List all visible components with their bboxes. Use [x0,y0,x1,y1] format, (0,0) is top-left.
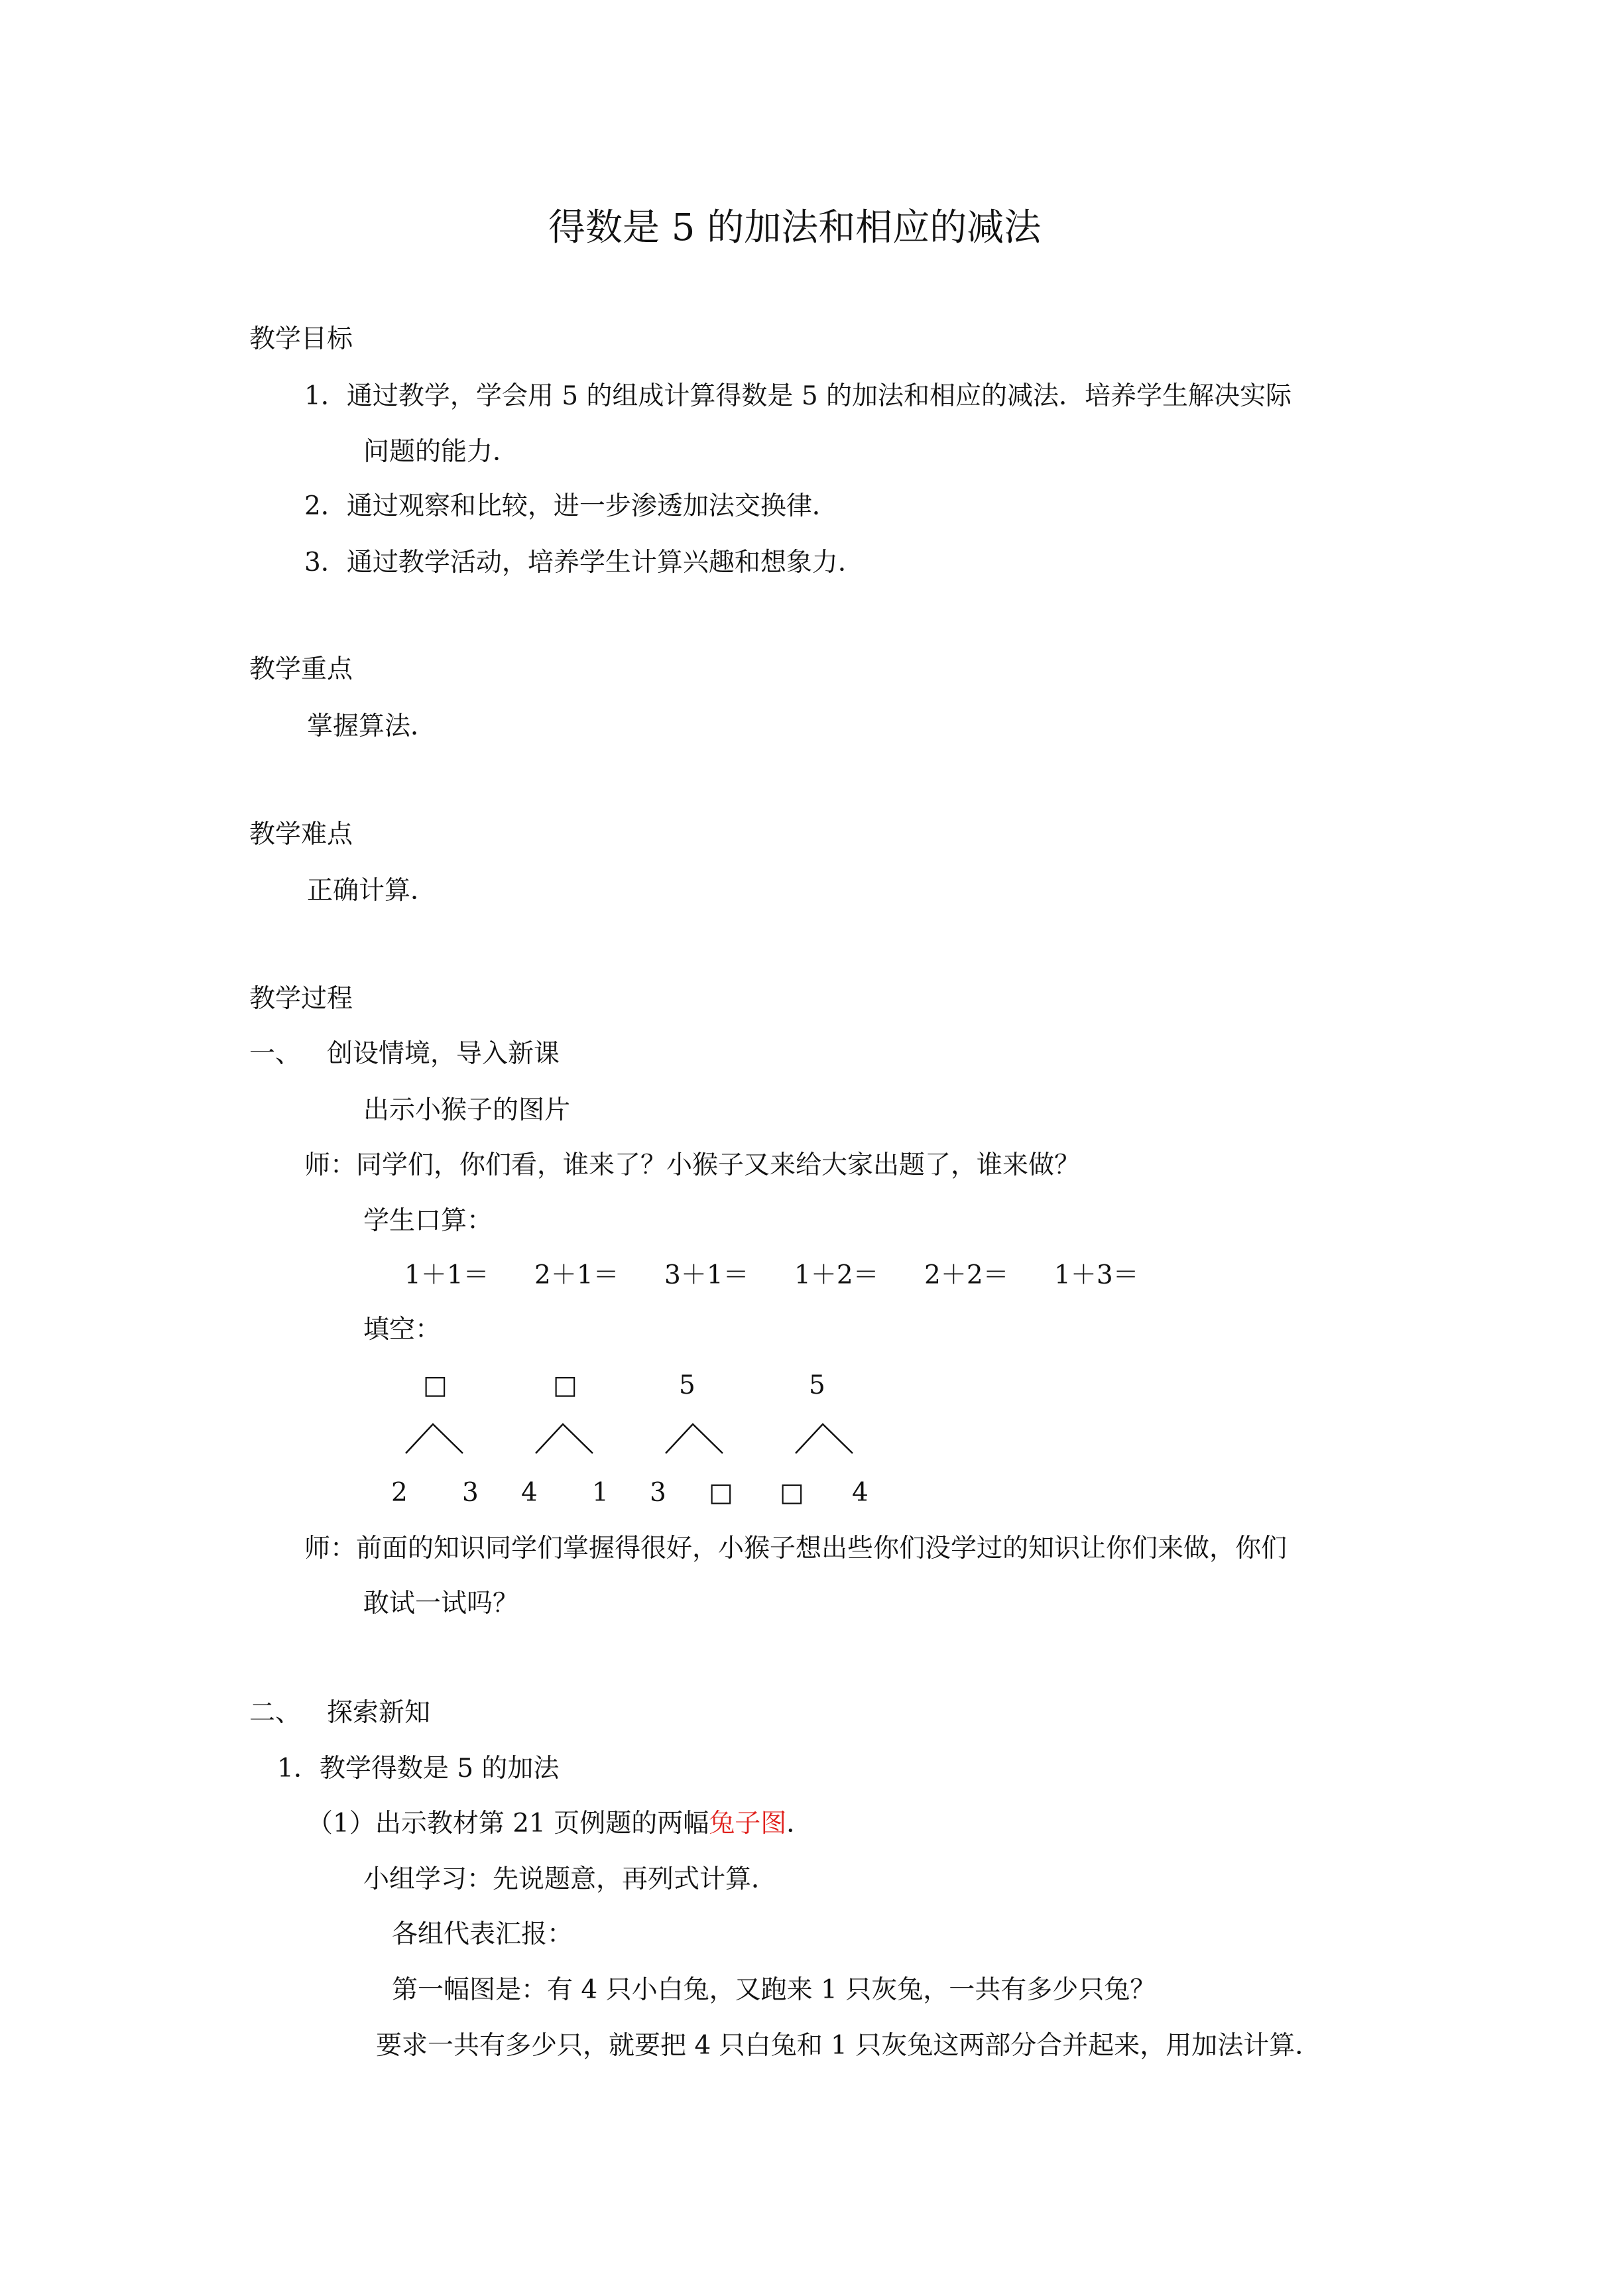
objective-1-line-1: 1．通过教学，学会用 5 的组成计算得数是 5 的加法和相应的减法．培养学生解决实际 [304,381,1292,411]
equation: 2＋2＝ [924,1260,1009,1290]
branch-lines [666,1424,723,1453]
decomposition-bottom: □ [780,1478,804,1508]
key-point-text: 掌握算法． [307,711,437,741]
objective-1-line-2: 问题的能力． [363,437,519,467]
difficulty-text: 正确计算． [307,876,437,906]
equation: 2＋1＝ [534,1260,619,1290]
objectives-heading: 教学目标 [249,324,353,354]
step-1-suffix: ． [786,1809,813,1839]
objective-3: 3．通过教学活动，培养学生计算兴趣和想象力． [304,548,864,577]
part1-title: 创设情境，导入新课 [327,1039,560,1069]
part2-title: 探索新知 [327,1698,431,1728]
decomposition-top: 5 [679,1370,695,1400]
page-title: 得数是 5 的加法和相应的减法 [548,206,1042,249]
decomposition-top: □ [423,1370,448,1400]
teacher-line-2: 师：前面的知识同学们掌握得很好，小猴子想出些你们没学过的知识让你们来做，你们 [304,1534,1288,1563]
part2-number: 二、 [249,1698,302,1728]
branch-lines [536,1424,593,1453]
decomposition-bottom: □ [709,1478,733,1508]
decomposition-bottom: 4 [521,1478,538,1508]
teacher-line-1: 师：同学们，你们看，谁来了？小猴子又来给大家出题了，谁来做？ [304,1150,1081,1180]
process-heading: 教学过程 [249,984,353,1014]
equation: 1＋1＝ [404,1260,489,1290]
decomposition-top: 5 [809,1370,825,1400]
decomposition-bottom: 3 [462,1478,479,1508]
part1-show-picture: 出示小猴子的图片 [363,1095,571,1125]
part1-number: 一、 [249,1039,302,1069]
step-1-prefix: （1）出示教材第 21 页例题的两幅 [307,1809,709,1839]
addition-explanation: 要求一共有多少只，就要把 4 只白兔和 1 只灰兔这两部分合并起来，用加法计算． [376,2031,1321,2061]
group-report: 各组代表汇报： [392,1919,573,1949]
teacher-line-2-cont: 敢试一试吗？ [363,1589,519,1618]
equation: 1＋3＝ [1054,1260,1139,1290]
difficulty-heading: 教学难点 [249,819,353,849]
decomposition-bottom: 2 [391,1478,408,1508]
decomposition-top: □ [553,1370,577,1400]
rabbit-picture-link[interactable]: 兔子图 [709,1809,787,1839]
part2-subheading: 1．教学得数是 5 的加法 [277,1754,560,1783]
step-1 [307,1811,812,1837]
key-point-heading: 教学重点 [249,654,353,684]
fill-blank-label: 填空： [363,1315,442,1345]
figure-1-description: 第一幅图是：有 4 只小白兔，又跑来 1 只灰兔，一共有多少只兔？ [392,1975,1156,2005]
equation: 1＋2＝ [794,1260,879,1290]
branch-lines [406,1424,463,1453]
oral-calc-label: 学生口算： [363,1206,493,1236]
equation: 3＋1＝ [664,1260,749,1290]
decomposition-bottom: 4 [852,1478,869,1508]
decomposition-bottom: 3 [650,1478,666,1508]
objective-2: 2．通过观察和比较，进一步渗透加法交换律． [304,491,838,521]
branch-lines [796,1424,853,1453]
decomposition-bottom: 1 [592,1478,609,1508]
group-study: 小组学习：先说题意，再列式计算． [363,1864,778,1894]
